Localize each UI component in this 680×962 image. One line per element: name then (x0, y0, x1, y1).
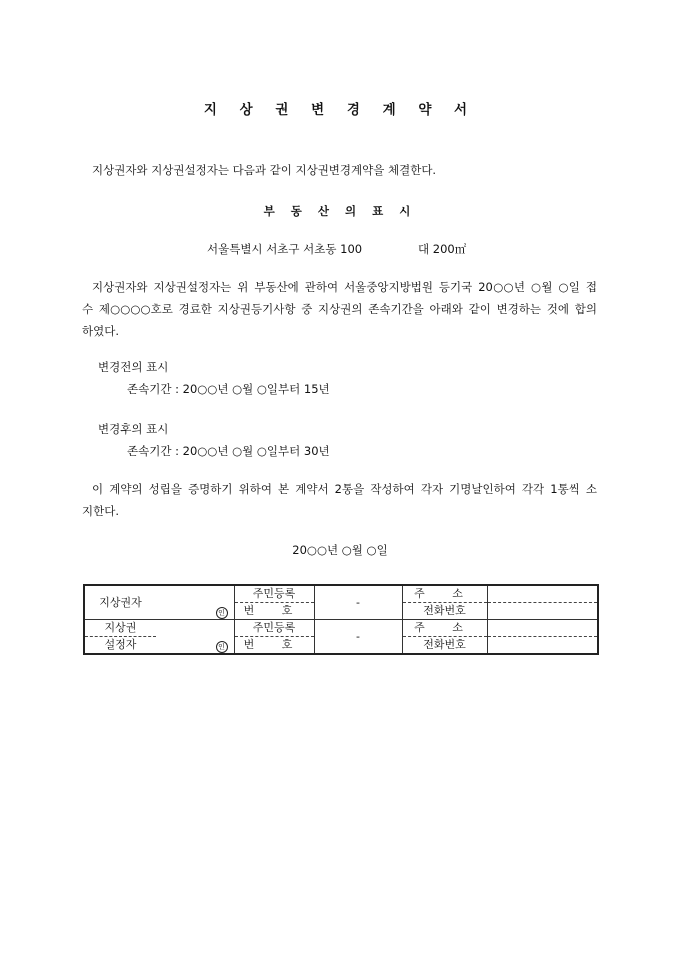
party-label-grantor-line2: 설정자 (84, 637, 156, 655)
signature-table (83, 584, 599, 655)
name-seal-cell[interactable] (156, 585, 234, 620)
id-number-label: 주민등록 (234, 585, 314, 603)
after-change-heading: 변경후의 표시 (98, 422, 169, 436)
seal-icon: 인 (216, 641, 228, 653)
phone-label: 전화번호 (402, 603, 487, 620)
name-seal-cell[interactable] (156, 620, 234, 655)
property-area: 대 200㎡ (418, 242, 467, 256)
id-number-value[interactable]: - (314, 585, 402, 620)
table-row (84, 620, 598, 637)
id-number-label: 주민등록 (234, 620, 314, 637)
id-number-label-2: 번 호 (234, 603, 314, 620)
property-address: 서울특별시 서초구 서초동 100 (207, 242, 363, 256)
id-number-label-2: 번 호 (234, 637, 314, 655)
party-label-superficiary: 지상권자 (84, 585, 156, 620)
after-change-duration: 존속기간 : 20○○년 ○월 ○일부터 30년 (127, 444, 330, 458)
phone-label: 전화번호 (402, 637, 487, 655)
copies-paragraph: 이 계약의 성립을 증명하기 위하여 본 계약서 2통을 작성하여 각자 기명날인하여 각각 1통씩 소지한다. (82, 482, 597, 518)
contract-date: 20○○년 ○월 ○일 (292, 543, 388, 557)
document-title: 지 상 권 변 경 계 약 서 (203, 102, 477, 118)
table-row (84, 585, 598, 603)
phone-value[interactable] (487, 603, 598, 620)
before-change-duration: 존속기간 : 20○○년 ○월 ○일부터 15년 (127, 382, 330, 396)
id-number-value[interactable]: - (314, 620, 402, 655)
intro-sentence: 지상권자와 지상권설정자는 다음과 같이 지상권변경계약을 체결한다. (92, 163, 437, 177)
address-value[interactable] (487, 620, 598, 637)
before-change-heading: 변경전의 표시 (98, 360, 169, 374)
address-label: 주 소 (402, 585, 487, 603)
address-label: 주 소 (402, 620, 487, 637)
address-value[interactable] (487, 585, 598, 603)
property-heading: 부 동 산 의 표 시 (263, 204, 417, 218)
agreement-paragraph: 지상권자와 지상권설정자는 위 부동산에 관하여 서울중앙지방법원 등기국 20○○년 ○월 ○일 접수 제○○○○호로 경료한 지상권등기사항 중 지상권의 존속기간을 아래와 같이 변경하는 것에 합의하였다. (82, 280, 597, 338)
party-label-grantor-line1: 지상권 (84, 620, 156, 637)
seal-icon: 인 (216, 607, 228, 619)
phone-value[interactable] (487, 637, 598, 655)
